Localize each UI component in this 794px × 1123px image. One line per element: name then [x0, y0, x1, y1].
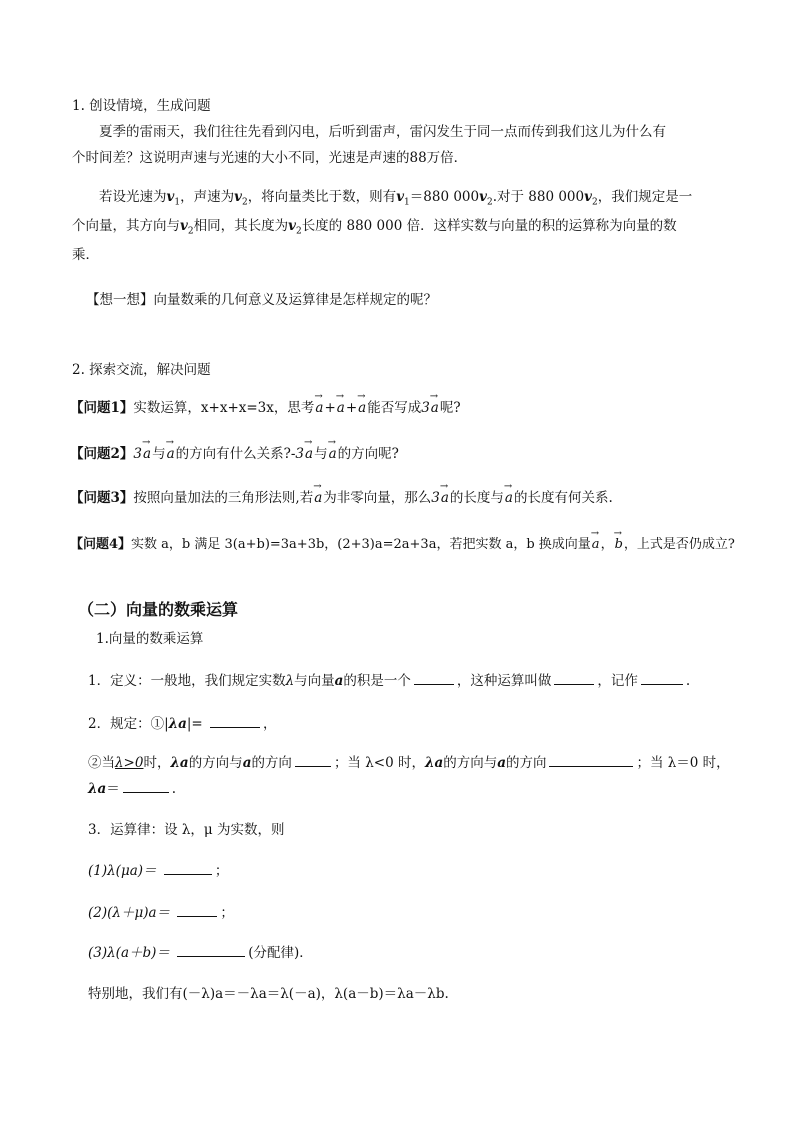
paragraph-1-line-2: 个时间差？这说明声速与光速的大小不同，光速是声速的88万倍．	[72, 150, 468, 166]
blank-law-2[interactable]	[177, 902, 217, 917]
laws-intro: 3．运算律：设 λ，μ 为实数，则	[88, 822, 285, 838]
rule-modulus-line: 2．规定：①|λa|= ，	[88, 713, 277, 734]
blank-law-1[interactable]	[164, 860, 212, 875]
rule-zero-line: λa＝ .	[88, 778, 176, 799]
paragraph-2-line-3: 乘．	[72, 247, 99, 263]
think-prompt: 【想一想】向量数乘的几何意义及运算律是怎样规定的呢？	[86, 292, 437, 308]
question-2: 【问题2】3→ a与→ a的方向有什么关系?-3→ a与→ a的方向呢?	[70, 444, 399, 464]
blank-zero-case[interactable]	[123, 778, 169, 793]
question-4: 【问题4】实数 a，b 满足 3(a+b)=3a+3b，(2+3)a=2a+3a，若把实数 a，b 换成向量→ a，→ b，上式是否仍成立?	[70, 535, 735, 555]
section-2-title: 2. 探索交流，解决问题	[72, 362, 211, 378]
paragraph-2-line-2: 个向量，其方向与$v_2$相同，其长度为$v_2$长度的 880 000 倍．这样实数与向量的积的运算称为向量的数	[72, 218, 677, 237]
rule-direction-line: ②当λ>0时，λa的方向与a的方向 ；当 λ<0 时，λa的方向与a的方向 ；当 λ＝0 时，	[88, 752, 730, 773]
question-1: 【问题1】实数运算，x+x+x=3x，思考→ a+→ a+→ a能否写成3→ a呢?	[70, 398, 461, 418]
definition-line: 1．定义：一般地，我们规定实数λ与向量a的积是一个 ，这种运算叫做 ，记作 .	[88, 670, 690, 691]
subsection-title: 1.向量的数乘运算	[96, 631, 204, 647]
question-3: 【问题3】按照向量加法的三角形法则,若→ a为非零向量，那么3→ a的长度与→ a的长度有何关系.	[70, 488, 613, 508]
law-1: (1)λ(μa)＝ ；	[88, 860, 228, 881]
law-3: (3)λ(a＋b)＝ (分配律)．	[88, 942, 313, 963]
law-2: (2)(λ＋μ)a＝ ；	[88, 902, 234, 923]
special-case-line: 特别地，我们有(－λ)a＝－λa＝λ(－a)，λ(a－b)＝λa－λb.	[88, 986, 449, 1002]
paragraph-2-line-1: 若设光速为$v_1$，声速为$v_2$，将向量类比于数，则有$v_1=880$ $000v_2$.对于 880 $000v_2$，我们规定是一	[99, 189, 693, 208]
section-1-title: 1. 创设情境，生成问题	[72, 98, 211, 114]
blank-operation-name[interactable]	[554, 670, 594, 685]
blank-law-3[interactable]	[177, 942, 245, 957]
blank-modulus[interactable]	[210, 713, 260, 728]
blank-notation[interactable]	[641, 670, 683, 685]
blank-definition-result[interactable]	[414, 670, 454, 685]
blank-direction-negative[interactable]	[549, 752, 633, 767]
paragraph-1-line-1: 夏季的雷雨天，我们往往先看到闪电，后听到雷声，雷闪发生于同一点而传到我们这儿为什么有	[99, 124, 666, 140]
section-heading-vector-scalar-multiplication: （二）向量的数乘运算	[78, 600, 239, 619]
blank-direction-positive[interactable]	[295, 752, 331, 767]
